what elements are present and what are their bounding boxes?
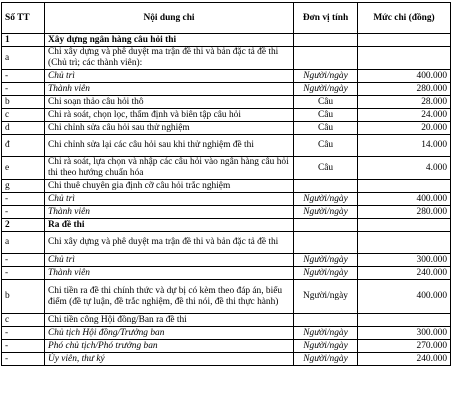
row-stt: 2 [2,219,45,232]
table-row [2,122,451,135]
table-row [2,314,451,327]
header-amount: Mức chi (đồng) [358,3,451,34]
row-content: Thành viên [45,206,294,219]
row-amount [358,232,451,254]
row-amount: 280.000 [358,206,451,219]
row-stt: - [2,267,45,280]
row-amount [358,180,451,193]
table-row [2,70,451,83]
row-content: Chủ tịch Hội đồng/Trưởng ban [45,327,294,340]
row-unit: Người/ngày [294,327,358,340]
table-row [2,34,451,47]
row-unit: Câu [294,135,358,157]
table-row [2,47,451,70]
header-row [2,3,451,34]
row-stt: - [2,327,45,340]
row-content: Phó chủ tịch/Phó trưởng ban [45,340,294,353]
row-content: Chi xây dựng và phê duyệt ma trận đề thi và bản đặc tả đề thi [45,232,294,254]
table-row [2,232,451,254]
row-content: Chi xây dựng và phê duyệt ma trận đề thi và bản đặc tả đề thi (Chủ trì; các thành viên): [45,47,294,70]
row-amount: 24.000 [358,109,451,122]
row-unit: Câu [294,122,358,135]
row-amount: 14.000 [358,135,451,157]
header-stt: Số TT [2,3,45,34]
table-row [2,157,451,180]
row-content: Chủ trì [45,254,294,267]
row-content: Chi rà soát, lựa chọn và nhập các câu hỏi vào ngân hàng câu hỏi thi theo hướng chuẩn hóa [45,157,294,180]
row-stt: a [2,47,45,70]
row-unit: Người/ngày [294,193,358,206]
row-amount [358,34,451,47]
fee-table [1,2,451,366]
row-amount [358,314,451,327]
row-stt: a [2,232,45,254]
row-stt: e [2,157,45,180]
row-amount: 400.000 [358,193,451,206]
row-amount: 270.000 [358,340,451,353]
row-stt: c [2,109,45,122]
row-amount: 280.000 [358,83,451,96]
table-row [2,206,451,219]
header-content: Nội dung chi [45,3,294,34]
row-content: Chủ trì [45,193,294,206]
table-row [2,353,451,366]
row-stt: 1 [2,34,45,47]
fee-table-document [1,2,450,366]
row-content: Chi tiền công Hội đồng/Ban ra đề thi [45,314,294,327]
table-row [2,280,451,314]
table-body [2,34,451,366]
row-stt: - [2,193,45,206]
row-content: Chủ trì [45,70,294,83]
row-stt: b [2,96,45,109]
row-stt: - [2,83,45,96]
row-unit: Người/ngày [294,206,358,219]
row-content: Chi rà soát, chọn lọc, thẩm định và biên tập câu hỏi [45,109,294,122]
row-unit: Người/ngày [294,340,358,353]
row-stt: g [2,180,45,193]
table-row [2,96,451,109]
table-row [2,267,451,280]
row-unit [294,34,358,47]
row-unit: Người/ngày [294,254,358,267]
table-row [2,193,451,206]
row-stt: d [2,122,45,135]
row-stt: - [2,70,45,83]
row-content: Thành viên [45,83,294,96]
row-stt: - [2,353,45,366]
row-amount: 4.000 [358,157,451,180]
row-stt: - [2,340,45,353]
row-amount: 20.000 [358,122,451,135]
table-row [2,109,451,122]
row-amount: 28.000 [358,96,451,109]
row-unit [294,47,358,70]
row-unit: Câu [294,157,358,180]
table-row [2,340,451,353]
table-row [2,219,451,232]
row-content: Chi thuê chuyên gia định cỡ câu hỏi trắc nghiệm [45,180,294,193]
table-row [2,83,451,96]
row-unit [294,219,358,232]
row-amount: 240.000 [358,353,451,366]
row-stt: đ [2,135,45,157]
row-stt: b [2,280,45,314]
row-content: Chi chỉnh sửa câu hỏi sau thử nghiệm [45,122,294,135]
row-unit [294,232,358,254]
row-unit: Người/ngày [294,70,358,83]
row-unit: Người/ngày [294,83,358,96]
row-unit: Người/ngày [294,280,358,314]
row-amount: 300.000 [358,254,451,267]
row-stt: - [2,206,45,219]
row-content: Ủy viên, thư ký [45,353,294,366]
row-amount: 300.000 [358,327,451,340]
row-stt: - [2,254,45,267]
row-content: Ra đề thi [45,219,294,232]
table-row [2,254,451,267]
table-row [2,180,451,193]
row-amount: 400.000 [358,280,451,314]
table-row [2,327,451,340]
row-content: Thành viên [45,267,294,280]
row-unit [294,314,358,327]
row-content: Chi tiền ra đề thi chính thức và dự bị có kèm theo đáp án, biểu điểm (đề tự luận, đề trắc nghiệm, đề thi nói, đề thi thực hành) [45,280,294,314]
header-unit: Đơn vị tính [294,3,358,34]
row-unit: Người/ngày [294,267,358,280]
row-stt: c [2,314,45,327]
row-amount [358,47,451,70]
row-unit: Câu [294,109,358,122]
row-amount: 400.000 [358,70,451,83]
row-amount: 240.000 [358,267,451,280]
row-amount [358,219,451,232]
row-content: Chi soạn thảo câu hỏi thô [45,96,294,109]
row-content: Chi chỉnh sửa lại các câu hỏi sau khi thử nghiệm đề thi [45,135,294,157]
row-content: Xây dựng ngân hàng câu hỏi thi [45,34,294,47]
table-row [2,135,451,157]
row-unit: Câu [294,96,358,109]
row-unit [294,180,358,193]
row-unit: Người/ngày [294,353,358,366]
